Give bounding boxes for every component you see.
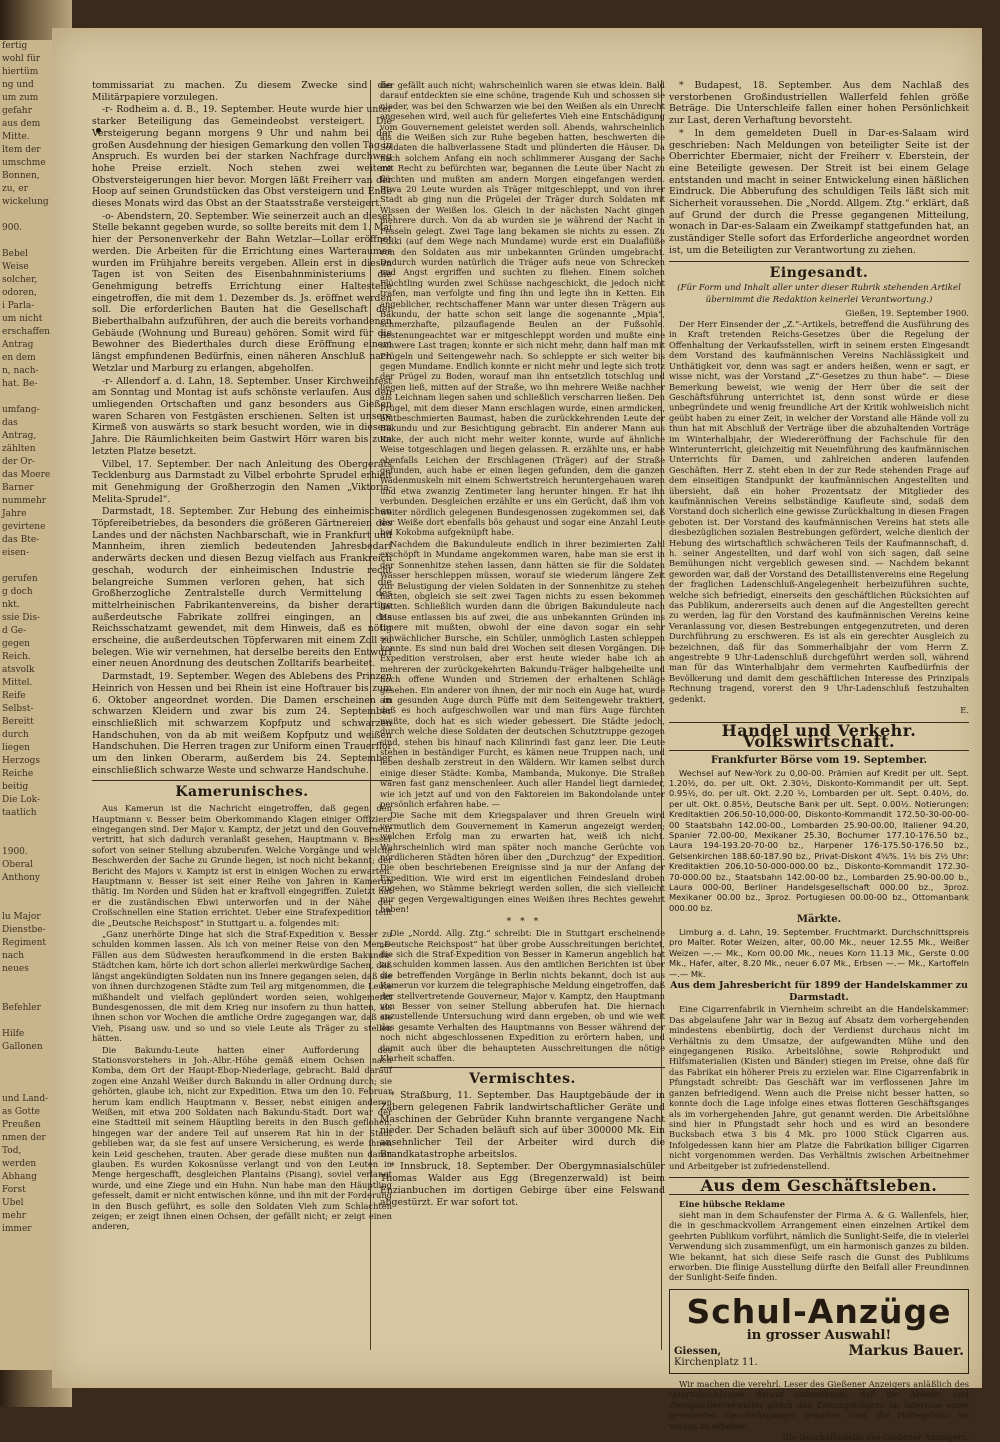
prev-page-fragment: d Ge- bbox=[2, 626, 27, 636]
prev-page-fragment: beitig bbox=[2, 782, 29, 792]
prev-page-fragment: g doch bbox=[2, 587, 33, 597]
editorial-disclaimer: (Für Form und Inhalt aller unter dieser Rubrik stehenden Artikel übernimmt die Redaktion keinerlei Verantwortung.) bbox=[677, 283, 961, 305]
section-heading-vermischtes: Vermischtes. bbox=[469, 1071, 576, 1088]
prev-page-fragment: Reife bbox=[2, 691, 26, 701]
article-text: Die Sache mit dem Kriegspalaver und ihren Greueln wird vermutlich dem Gouvernement in Kamerun angezeigt werden; welchen Erfolg man zu erwarten hat, weiß ich nicht. Wahrscheinlich wird man später noch manche Gerüchte von nördlicheren Städten hören über den „Durchzug“ der Expedition. Die oben beschriebenen Ereignisse sind ja nur der Anfang der Expedition. Wie wird erst im eigentlichen Feindesland droben zugehen, wo Stämme bekriegt werden sollen, die sich vielleicht nur gegen Vergewaltigungen eines Weißen ihres Rechtes gewehrt haben! bbox=[380, 810, 665, 915]
ad-footer bbox=[674, 1342, 964, 1369]
boerse-text: Wechsel auf New-York zu 0,00-00. Prämien auf Kredit per ult. Sept. 1.20½, do. per ult. Okt. 2.30½, Diskonto-Kommandit per ult. Sept. 0.95½, do. per ult. Okt. 2.20 ½, Lombarden per ult. Sept. 0.40½, do. per ult. Okt. 0.85½, Deutsche Bank per ult. Sept. 0.00½. Notierungen: Kreditaktien 206.50-10,000-00, Diskonto-Kommandit 172.50-30-00-00-00 Staatsbahn 142.00-00., Lombarden 25.90-00.00, Italiener 94.20, Spanier 72.00-00, Mexikaner 25.30, Bochumer 177.10-176.50 bz., Laura 194-193.20-70-00 bz., Harpener 176-175.50-176.50 bz., Gelsenkirchen 188.60-187.90 bz., Privat-Diskont 4⅝%. 1½ bis 2½ Uhr: Kreditaktien 206.10-50-000-000.00 bz., Diskonto-Kommandit 172.30-70-000.00 bz., Staatsbahn 142.00-00 bz., Lombarden 25.90-00.00 b., Laura 000-00, Berliner Handelsgesellschaft 000.00 bz., 3proz. Mexikaner 00.00 bz., 3proz. Portugiesen 00.00-00 bz., Ottomanbank 000.00 bz. bbox=[669, 767, 969, 913]
section-rule bbox=[669, 261, 969, 262]
prev-page-fragment: Dienstbe- bbox=[2, 925, 46, 935]
prev-page-fragment bbox=[0, 1067, 54, 1080]
prev-page-fragment bbox=[0, 560, 54, 573]
prev-page-fragment: Die Lok- bbox=[2, 795, 41, 805]
prev-page-fragment: ssie Dis- bbox=[2, 613, 41, 623]
section-heading-handel: Handel und Verkehr. Volkswirtschaft. bbox=[669, 722, 969, 751]
prev-page-fragment: werden bbox=[2, 1159, 37, 1169]
prev-page-fragment bbox=[0, 1080, 54, 1093]
prev-page-fragment: Ubel bbox=[2, 1198, 24, 1208]
notice-signature: Die Geschäftsstelle des Gießener Anzeigers. bbox=[782, 1432, 969, 1442]
column-3 bbox=[669, 80, 969, 1442]
article-text: Darmstadt, 18. September. Zur Hebung des einheimischen Töpfereibetriebes, da besonders die größeren Gärtnereien des Landes und der nächsten Nachbarschaft, wie in Frankfurt und Mannheim, ihren ziemlich bedeutenden Jahresbedarf anderwärts decken und diesen Bezug vielfach aus Frankreich geschah, wodurch der einheimischen Industrie recht belangreiche Summen verloren gehen, hat sich die Großherzogliche Zentralstelle durch Vermittelung des mittelrheinischen Fabrikantenvereins, da bisher derartige außerdeutsche Fabrikate zollfrei eingingen, an das Reichsschatzamt gewendet, mit dem Hinweis, daß es nötig erscheine, die außerdeutschen Töpferwaren mit einem Zoll zu belegen. Wie wir vernehmen, hat derselbe bereits den Entwurf einer neuen Anordnung des deutschen Zolltarifs bearbeitet. bbox=[92, 506, 392, 670]
article-text: Der Herr Einsender der „Z.“-Artikels, betreffend die Ausführung des in Kraft tretenden Reichs-Gesetzes über die Regelung der Offenhaltung der Verkaufsstellen, wirft in seinem ersten Eingesandt dem Vorstand des kaufmännischen Vereins Nachlässigkeit und Unthätigkeit vor, denn was sagt er anders heißen, wenn er sagt, er wisse nicht, was der Vorstand „Z“-Gesetzes zu thun habe“. — Diese Bemerkung beweist, wie wenig der Herr über die seit der Geschäftsführung unterrichtet ist, denn sonst würde er diese unbegründete und wenig freundliche Art der Kritik wohlweislich nicht geübt haben zu einer Zeit, in welcher der Vorstand alle Hände voll zu thun hat mit Abschluß der Verträge über die abzuhaltenden Vorträge im Winterhalbjahr, der Wiedereröffnung der Fachschule für den Winterunterricht, gleichzeitig mit Neueinführung des kaufmännischen Unterrichts für Damen, und zahlreichen anderen laufenden Geschäften. Herr Z. steht eben in der zur Rede stehenden Frage auf dem einseitigen Standpunkt der kaufmännischen Angestellten und übersieht, daß ein hoher Prozentsatz der Mitglieder des kaufmännischen Vereins selbständige Kaufleute sind, sodaß dem Vorstand doch sicherlich eine gewisse Zurückhaltung in diesen Fragen geboten ist. Der Vorstand des kaufmännischen Vereins hat stets alle diesbezüglichen sozialen Bestrebungen gefördert, welche dienlich der Hebung des wirtschaftlich schwächeren Teils der Kaufmannschaft, d. h. seiner Angestellten, und darf wohl von sich sagen, daß seine Bemühungen nicht vergeblich gewesen sind. — Nachdem bekannt geworden war, daß der Vorstand des Detaillistenvereins eine Regelung der fraglichen Ladenschluß-Angelegenheit herbeizuführen suchte, welche sich befriedigt, einerseits den geschäftlichen Rücksichten auf das Publikum, andererseits auch denen auf die Angestellten gerecht zu werden, lag für den Vorstand des kaufmännischen Vereins keine Veranlassung vor, diesen Bestrebungen entgegenzutreten, und deren Durchführung zu erschweren. Es ist als ein gerechter Ausgleich zu bezeichnen, daß für das Sommerhalbjahr der vom Herrn Z. angestrebte 9 Uhr-Ladenschluß durchgeführt werden soll, während man für das Winterhalbjahr dem vermehrten Kaufbedürfnis der Bevölkerung und damit dem geschäftlichen Interesse des Prinzipals Rechnung tragend, vorerst den 9 Uhr-Ladenschluß festzuhalten gedenkt. bbox=[669, 319, 969, 704]
prev-page-fragment: gerufen bbox=[2, 574, 38, 584]
prev-page-fragment: atsvolk bbox=[2, 665, 35, 675]
prev-page-fragment: Jahre bbox=[2, 509, 27, 519]
prev-page-fragment: immer bbox=[2, 1224, 32, 1234]
subscriber-notice: Wir machen die verehrl. Leser des Gießener Anzeigers anläßlich des Quartalsschlusses darauf aufmerksam, daß die Abhole- und Zweigstellenverwalter gleich den Zeitungsträgern im Interesse eines geordneten Geschäftsganges gehalten sind, die Haltegebühr im voraus zu erheben. bbox=[669, 1379, 969, 1431]
section-rule bbox=[92, 780, 392, 781]
prev-page-fragment: Selbst- bbox=[2, 704, 34, 714]
prev-page-fragment: durch bbox=[2, 730, 29, 740]
section-rule bbox=[380, 1067, 665, 1068]
prev-page-fragment: zu, er bbox=[2, 184, 28, 194]
prev-page-fragment: Barner bbox=[2, 483, 34, 493]
prev-page-fragment: Antrag, bbox=[2, 431, 37, 441]
prev-page-fragment: Antrag bbox=[2, 340, 34, 350]
article-text: „Ganz unerhörte Dinge hat sich die Straf-Expedition v. Besser zu schulden kommen lassen. Als ich von meiner Reise von den Meme-Fällen aus dem Südwesten heraufkommend in die ersten Bakundu-Städtchen kam, hörte ich dort schon allerlei merkwürdige Sachen, daß längst angekündigten Soldaten nun ins Innere gegangen seien, daß sie von ihnen durchzogenen Städte zum Teil arg mitgenommen, die Leute mißhandelt und vielfach geplündert worden seien, wohlgemerkt Bundesgenossen, die mit dem Krieg nur insofern zu thun hatten, als ihnen schon vor Wochen die amtliche Ordre zugegangen war, daß sie Vieh, Pisang usw. und so und so viele Leute als Träger zu stellen hätten. bbox=[92, 929, 392, 1044]
prev-page-fragment bbox=[0, 898, 54, 911]
prev-page-fragment: nmen der bbox=[2, 1133, 46, 1143]
prev-page-fragment: Anthony bbox=[2, 873, 41, 883]
prev-page-fragment bbox=[0, 209, 54, 222]
dateline: Gießen, 19. September 1900. bbox=[845, 307, 969, 318]
prev-page-fragment: Forst bbox=[2, 1185, 26, 1195]
prev-page-fragment: das Bte- bbox=[2, 535, 40, 545]
prev-page-fragment: Bebel bbox=[2, 249, 28, 259]
article-text: Die Bakundu-Leute hatten einer Aufforderung des Stationsvorstehers in Joh.-Albr.-Höhe gemäß einem Ochsen nach Komba, dem Ort der Haupt-Ebop-Niederlage, gebracht. Bald darauf zogen eine Anzahl Weißer durch Bakundu in aller Ordnung durch; sie gehörten, glaube ich, nicht zur Expedition. Etwa um den 10. Februar herum kam endlich Hauptmann v. Besser, nebst einigen anderen Weißen, mit etwa 200 Soldaten nach Bakundu-Stadt. Dort war der eine Stadtteil mit seinem Häuptling bereits in den Busch geflohen, hingegen war der andere Teil auf unserem Rat hin in der Stadt geblieben war, da sie fest auf unsere Versicherung, es werde ihnen kein Leid geschehen, trauten. Aber gerade diese mußten nun daran glauben. Es wurden Kokosnüsse verlangt und von den Leuten in Menge hergeschafft, desgleichen Plantains (Pisang), soviel verlangt wurde, und eine Ziege und ein Huhn. Nun habe man den Häuptling gefesselt, damit er nicht entwischen könne, und ihn mit der Forderung in den Busch geführt, es solle den Soldaten Vieh zum Schlachten zeigen; er zeigt ihnen einen Ochsen, der gefällt nicht; er zeigt einen anderen, bbox=[92, 1044, 392, 1232]
article-text: * Budapest, 18. September. Aus dem Nachlaß des verstorbenen Großindustriellen Wallerfeld fehlen größe Beträge. Die Unterschleife fallen einer hohen Persönlichkeit zur Last, deren Verhaftung bevorsteht. bbox=[669, 80, 969, 127]
prev-page-fragment: mehr bbox=[2, 1211, 26, 1221]
advertisement-schul-anzuege bbox=[669, 1289, 969, 1374]
newspaper-page bbox=[52, 28, 982, 1442]
prev-page-fragment: Mittel. bbox=[2, 678, 33, 688]
prev-page-fragment: odoren, bbox=[2, 288, 37, 298]
article-text: Aus Kamerun ist die Nachricht eingetroffen, daß gegen den Hauptmann v. Besser beim Oberkommando Klagen einiger Offiziere eingegangen sind. Der Major v. Kamptz, der jetzt und den Gouverneur vertritt, hat sich dadurch veranlaßt gesehen, Hauptmann v. Besser sofort von seiner Stellung abzuberufen. Welche Vorgänge und welche Beschwerden der Sache zu Grunde liegen, ist noch nicht bekannt; der Bericht des Majors v. Kamptz ist erst in einigen Wochen zu erwarten. Hauptmann v. Besser ist seit einer Reihe von Jahren in Kamerun thätig. Im Norden und Süden hat er kraftvoll eingegriffen. Zuletzt hat er die zuständischen Ebwi unterworfen und in der Nähe der Croßschnellen eine Station errichtet. Ueber eine Strafexpedition teilt die „Deutsche Reichspost“ in Stuttgart u. a. folgendes mit: bbox=[92, 803, 392, 928]
section-heading-geschaeftsleben: Aus dem Geschäftsleben. bbox=[669, 1177, 969, 1195]
prev-page-fragment: gefahr bbox=[2, 106, 32, 116]
ad-address: Kirchenplatz 11. bbox=[674, 1357, 758, 1369]
article-text: -r- Rodheim a. d. B., 19. September. Heute wurde hier unter starker Beteiligung das Gemeindeobst versteigert. Die Versteigerung begann morgens 9 Uhr und nahm bei der großen Ausdehnung der hiesigen Gemarkung den vollen Tag in Anspruch. Es wurden bei der starken Nachfrage durchweg hohe Preise erzielt. Noch stehen zwei weitere Obstversteigerungen hier bevor. Morgen läßt Freiherr van der Hoop auf seinen Grundstücken das Obst versteigern und Ende dieses Monats wird das Obst an der Staatsstraße versteigert. bbox=[92, 104, 392, 210]
article-text: Nachdem die Bakunduleute endlich in ihrer bezimierten Zahl erschöpft in Mundame angekommen waren, habe man sie erst in der Sonnenhitze stehen lassen, dann hätten sie für die Soldaten Wasser herschleppen müssen, worauf sie wiederum längere Zeit zur Belustigung der vielen Soldaten in der Sonnenhitze zu stehen hatten, obgleich sie seit zwei Tagen nichts zu essen bekommen hatten. Schließlich wurden dann die übrigen Bakunduleute nach Hause entlassen bis auf zwei, die aus unbekannten Gründen ins Innere mit mußten, obwohl der eine davon sogar ein sehr schwächlicher Bursche, ein Schüler, unmöglich Lasten schleppen konnte. Es sind nun bald drei Wochen seit diesen Vorgängen. Die Expedition verstrolsen, aber erst heute wieder habe ich an mehreren der zurückgekehrten Bakundu-Träger halbgeheilte und noch offene Wunden und Striemen der erhaltenen Schläge gesehen. Ein anderer von ihnen, der mir noch ein Auge hat, wurde am gesunden Auge durch Püffe mit dem Seitengewehr traktiert, daß es hoch aufgeschwollen war und man fürs Auge fürchten mußte, doch hat es sich wieder gebessert. Die Städte jedoch, durch welche diese Soldaten der deutschen Schutztruppe gezogen sind, stehen bis hinauf nach Kilinrindi fast ganz leer. Die Leute stehen in beständiger Furcht, es kämen neue Truppen nach, und leben deshalb zerstreut in den Wäldern. Wir kamen selbst durch einige dieser Städte: Komba, Mambanda, Mukonye. Die Straßen waren fast ganz menschenleer. Auch aller Handel liegt darnieder, wie ich jetzt auf und von den Faktoreien im Bakondolande unter persönlich erfahren habe. — bbox=[380, 538, 665, 810]
prev-page-fragment: aus dem bbox=[2, 119, 41, 129]
prev-page-fragment bbox=[0, 235, 54, 248]
prev-page-fragment: gevirtene bbox=[2, 522, 46, 532]
ad-location bbox=[674, 1346, 758, 1369]
article-text: * Innsbruck, 18. September. Der Obergymnasialschüler Thomas Walder aus Egg (Bregenzerwald) ist beim Enzianbuchen im dortigen Gebirge über eine Felswand abgestürzt. Er war sofort tot. bbox=[380, 1161, 665, 1208]
prev-page-fragment: Weise bbox=[2, 262, 29, 272]
prev-page-fragment: Befehler bbox=[2, 1003, 41, 1013]
article-text: * In dem gemeldeten Duell in Dar-es-Salaam wird geschrieben: Nach Meldungen von beteiligter Seite ist der Oberrichter Ebermaier, nicht der Freiherr v. Eberstein, der eine Beteiligte gewesen. Der Streit ist bei einem Gelage entstanden und macht in seiner Entwickelung einen häßlichen Eindruck. Die Abberufung des schuldigen Teils läßt sich mit Sicherheit voraussehen. Die „Nordd. Allgem. Ztg.“ erklärt, daß auf Grund der durch die Presse gegangenen Mitteilung, wonach in Dar-es-Salaam ein Zweikampf stattgefunden hat, an zuständiger Stelle sofort das Erforderliche angeordnet worden ist, um die Beteiligten zur Verantwortung zu ziehen. bbox=[669, 127, 969, 256]
prev-page-fragment: gegen bbox=[2, 639, 30, 649]
prev-page-fragment: ltem der bbox=[2, 145, 41, 155]
prev-page-fragment: eisen- bbox=[2, 548, 29, 558]
prev-page-fragment: Bereitt bbox=[2, 717, 34, 727]
jahresbericht-title: Aus dem Jahresbericht für 1899 der Handelskammer zu Darmstadt. bbox=[670, 980, 968, 1003]
prev-page-fragment: Gallonen bbox=[2, 1042, 43, 1052]
prev-page-fragment: um zum bbox=[2, 93, 39, 103]
prev-page-fragment: taatlich bbox=[2, 808, 37, 818]
prev-page-fragment bbox=[0, 976, 54, 989]
reklame-title: Eine hübsche Reklame bbox=[679, 1198, 785, 1209]
article-text: -r- Allendorf a. d. Lahn, 18. September. Unser Kirchweihfest am Sonntag und Montag ist aufs schönste verlaufen. Aus den umliegenden Ortschaften und ganz besonders aus Gießen waren Scharen von Festgästen erschienen. Selten ist unsere Kirmeß von auswärts so stark besucht worden, wie in diesem Jahre. Die Räumlichkeiten beim Gastwirt Hörr waren bis zum letzten Platze besetzt. bbox=[92, 375, 392, 457]
prev-page-fragment: lu Major bbox=[2, 912, 41, 922]
prev-page-fragment bbox=[0, 833, 54, 846]
prev-page-fragment: as Gotte bbox=[2, 1107, 41, 1117]
prev-page-fragment: nummehr bbox=[2, 496, 47, 506]
prev-page-fragment: Preußen bbox=[2, 1120, 41, 1130]
prev-page-fragment: Tod, bbox=[2, 1146, 22, 1156]
column-1 bbox=[92, 80, 392, 1360]
boerse-title: Frankfurter Börse vom 19. September. bbox=[710, 754, 928, 766]
prev-page-fragment: fertig bbox=[2, 41, 28, 51]
prev-page-fragment: um nicht bbox=[2, 314, 43, 324]
prev-page-fragment: das Moere bbox=[2, 470, 51, 480]
prev-page-fragment: Bonnen, bbox=[2, 171, 40, 181]
prev-page-fragment: n, nach- bbox=[2, 366, 39, 376]
article-text: Die „Nordd. Allg. Ztg.“ schreibt: Die in Stuttgart erscheinende „Deutsche Reichspost“ hat über grobe Ausschreitungen berichtet, die sich die Straf-Expedition von Besser in Kamerun angeblich hat zu schulden kommen lassen. Aus den amtlichen Berichten ist über die betreffenden Vorgänge in Berlin nichts bekannt, doch ist aus Kamerun vor kurzem die telegraphische Meldung eingetroffen, daß der stellvertretende Gouverneur, Major v. Kamptz, den Hauptmann von Besser von seiner Stellung abberufen hat. Die hiernach anzustellende Untersuchung wird dann ergeben, ob und wie weit das gesamte Verhalten des Hauptmanns von Besser während der noch nicht abgeschlossenen Expedition zu erörtern haben, und damit auch über die behaupteten Ausschreitungen die nötige Klarheit schaffen. bbox=[380, 928, 665, 1064]
prev-page-fragment: zählten bbox=[2, 444, 36, 454]
prev-page-fragment: nkt. bbox=[2, 600, 20, 610]
section-heading-kamerun: Kamerunisches. bbox=[175, 784, 309, 801]
prev-page-fragment: wohl für bbox=[2, 54, 41, 64]
previous-page-edge bbox=[0, 40, 54, 1370]
prev-page-fragment: hiertüm bbox=[2, 67, 39, 77]
article-text: der gefällt auch nicht; wahrscheinlich waren sie etwas klein. Bald darauf entdeckten sie eine schöne, tragende Kuh und schossen sie nieder, was bei den Schwarzen wie bei den Weißen als ein Unrecht angesehen wird, weil auch für geliefertes Vieh eine Entschädigung vom Gouvernement geleistet werden soll. Abends, wahrscheinlich als die Weißen sich zur Ruhe begeben hatten, beschwerten die Soldaten die halbverlassene Stadt und plünderten die Häuser. Da nach solchem Anfang ein noch schlimmerer Ausgang der Sache mit Recht zu befürchten war, begannen die Leute über Nacht zu flüchten und mußten am andern Morgen eingefangen werden. Etwa 20 Leute wurden als Träger mitgeschleppt, und von ihrer Stadt ab ging nun die Prügelei der Träger durch Soldaten mit Wissen der Weißen los. Gleich in der nächsten Nacht gingen mehrere durch. Von da ab wurden sie je während der Nacht in Fesseln gelegt. Zwei Tage lang bekamen sie nichts zu essen. Zu Ediki (auf dem Wege nach Mundame) wurde erst ein Dualaflüße von den Soldaten aus mir unbekannten Gründen umgebracht. Dadurch wurden natürlich die Träger aufs neue von Schrecken und Angst ergriffen und suchten zu fliehen. Einem solchen Flüchtling wurden zwei Schüsse nachgeschickt, die jedoch nicht trafen, man verfolgte und fing ihn und legte ihn in Ketten. Ein angeblicher, rechtschaffener Mann war unter diesen Trägern aus Bakundu, der hatte schon seit lange die sogenannte „Mpia“, schmerzhafte, pilzauflagende Beulen an der Fußsohle. Bestenungeachtet war er mitgeschleppt worden und mußte eine schwere Last tragen; konnte er sich nicht mehr, dann half man mit Prügeln und Seitengewehr nach. So schleppte er sich weiter bis gegen Mundame. Endlich konnte er nicht mehr und legte sich trotz der Prügel zu Boden, worauf man ihn entsetzlich totschlug und liegen ließ, mitten auf der Straße, wo ihn mehrere Weiße nachher als Leichnam liegen sahen und schließlich verscharren ließen. Den Prügel, mit dem dieser Mann erschlagen wurde, einen armdicken, blutbeschmierten Baumast, haben die zurückkehrenden Leute der Bakundu und zur Besichtigung gebracht. Ein anderer Mann aus Kake, der auch nicht mehr weiter konnte, wurde auf ähnliche Weise totgeschlagen und liegen gelassen. R. erzählte uns, er habe ebenfalls Leichen der Erschlagenen (Träger) auf der Straße gefunden, auch habe er einen liegen gefunden, dem die ganzen Wadenmuskeln mit einem Schwertstreich heruntergehauen waren und etwa zwanzig Zentimeter lang herunter hingen. Er hat ihn verbunden. Desgleichen erzählte er uns ein Gerücht, daß ihm von weiter nördlich gelegenen Bundesgenossen zugekommen sei, daß der Weiße dort ebenfalls bös gehaust und sogar eine Anzahl Leute bei Kokobma aufgeknüpft habe. bbox=[380, 80, 665, 538]
prev-page-fragment: der Or- bbox=[2, 457, 35, 467]
ad-firm: Markus Bauer. bbox=[848, 1342, 964, 1359]
ad-subtitle: in grosser Auswahl! bbox=[746, 1327, 892, 1343]
section-heading-eingesandt: Eingesandt. bbox=[769, 264, 869, 281]
prev-page-fragment: wickelung bbox=[2, 197, 49, 207]
prev-page-fragment: en dem bbox=[2, 353, 36, 363]
prev-page-fragment: liegen bbox=[2, 743, 30, 753]
maerkte-title: Märkte. bbox=[796, 914, 842, 926]
prev-page-fragment: 1900. bbox=[2, 847, 28, 857]
prev-page-fragment: solcher, bbox=[2, 275, 38, 285]
separator-asterisks: * * * bbox=[506, 915, 539, 927]
prev-page-fragment bbox=[0, 1015, 54, 1028]
prev-page-fragment: Reiche bbox=[2, 769, 34, 779]
prev-page-fragment: Abhang bbox=[2, 1172, 37, 1182]
prev-page-fragment bbox=[0, 391, 54, 404]
prev-page-fragment: Reich. bbox=[2, 652, 31, 662]
prev-page-fragment: Regiment bbox=[2, 938, 47, 948]
ad-title: Schul-Anzüge bbox=[686, 1291, 952, 1331]
maerkte-text: Limburg a. d. Lahn, 19. September. Fruchtmarkt. Durchschnittspreis pro Malter. Roter Weizen, alter, 00.00 Mk., neuer 12.55 Mk., Weißer Weizen —.— Mk., Korn 00.00 Mk., neues Korn 11.13 Mk., Gerste 0.00 Mk., Hafer, alter, 8.20 Mk., neuer 6.07 Mk., Erbsen —.— Mk., Kartoffeln —.— Mk. bbox=[669, 927, 969, 979]
article-text: * Straßburg, 11. September. Das Hauptgebäude der in Zabern gelegenen Fabrik landwirtschaftlicher Geräte und Maschinen der Gebrüder Kuhn brannte vergangene Nacht nieder. Der Schaden beläuft sich auf über 300000 Mk. Ein ansehnlicher Teil der Arbeiter wird durch die Brandkatastrophe arbeitslos. bbox=[380, 1090, 665, 1160]
prev-page-fragment: das bbox=[2, 418, 18, 428]
jahresbericht-text: Eine Cigarrenfabrik in Viernheim schreibt an die Handelskammer: Das abgelaufene Jahr war in Bezug auf Absatz dem vorhergehenden mindestens ebenbürtig, doch der Verdienst durchaus nicht im Verhältnis zu dem Umsatze, der aufgewandten Mühe und den eingegangenen Risiko. Arbeitslöhne, sowie Rohprodukt und Hilfsmaterialien (Kisten und Bänder) stiegen im Preise, ohne daß für das Fabrikat ein höherer Preis zu erzielen war. Eine Cigarrenfabrik in Pfungstadt schreibt: Das Geschäft war im verflossenen Jahre im ganzen befriedigend. Wenn auch die Preise nicht besser hatten, so konnte doch die Lage infolge eines etwas flotteren Geschäftsganges als im vorhergehenden Jahre, gut genannt werden. Die Arbeitslöhne sind hier in Pfungstadt sehr hoch und es wird an besondere Bucksbach etwa 3 bis 4 Mk. pro 1000 Stück Cigarren aus. Infolgedessen kann hier am Platze die Fabrikation billiger Cigarren nicht vorgenommen werden. Das Verhältnis zwischen Arbeitnehmer und Arbeitgeber ist zufriedenstellend. bbox=[669, 1004, 969, 1171]
prev-page-fragment bbox=[0, 989, 54, 1002]
prev-page-fragment bbox=[0, 885, 54, 898]
prev-page-fragment: ng und bbox=[2, 80, 34, 90]
article-text: Vilbel, 17. September. Der nach Anleitung des Obergerats Tecklenburg aus Darmstadt zu Vilbel erbohrte Sprudel erhielt mit Genehmigung der Großherzogin den Namen „Viktoria-Melita-Sprudel“. bbox=[92, 458, 392, 505]
prev-page-fragment: 900. bbox=[2, 223, 23, 233]
prev-page-fragment: Mitte. bbox=[2, 132, 30, 142]
prev-page-fragment: Hilfe bbox=[2, 1029, 25, 1039]
prev-page-fragment: und Land- bbox=[2, 1094, 49, 1104]
prev-page-fragment: nach bbox=[2, 951, 24, 961]
article-text: -o- Abendstern, 20. September. Wie seinerzeit auch an dieser Stelle bekannt gegeben wurde, so sollte bereits mit dem 1. Mai hier der Personenverkehr der Bahn Wetzlar—Lollar eröffnet werden. Die Arbeiten für die Errichtung eines Warteraumes wurden im Frühjahre bereits vergeben. Allein erst in diesen Tagen ist von Seiten des Eisenbahnministeriums die Genehmigung betreffs Errichtung einer Haltestelle eingetroffen, die mit dem 1. Dezember ds. Js. eröffnet werden soll. Die erforderlichen Bauten hat die Gesellschaft der Bieberthalbahn aufzuführen, der auch die bereits vorhandenen Gebäude (Wohnung und Bureau) gehören. Somit wird für die Bewohner des Biederthales durch diese Eröffnung einem längst empfundenen Bedürfnis, einen näheren Anschluß nach Wetzlar und Marburg zu erlangen, abgeholfen. bbox=[92, 210, 392, 374]
prev-page-fragment: hat. Be- bbox=[2, 379, 38, 389]
prev-page-fragment: umfang- bbox=[2, 405, 40, 415]
article-text: Darmstadt, 19. September. Wegen des Ablebens des Prinzen Heinrich von Hessen und bei Rhein ist eine Hoftrauer bis zum 6. Oktober angeordnet worden. Die Damen erscheinen in schwarzen Kleidern und zwar bis zum 24. September einschließlich mit schwarzem Kopfputz und schwarzen Handschuhen, von da ab mit weißem Kopfputz und weißen Handschuhen. Die Herren tragen zur Uniform einen Trauerflor um den linken Oberarm, außerdem bis 24. September einschließlich schwarze Weste und schwarze Handschuhe. bbox=[92, 671, 392, 776]
prev-page-fragment: Oberal bbox=[2, 860, 34, 870]
signature: E. bbox=[960, 705, 969, 716]
ad-city: Giessen, bbox=[674, 1345, 722, 1357]
column-2 bbox=[380, 80, 665, 1360]
prev-page-fragment: neues bbox=[2, 964, 29, 974]
article-text: tommissariat zu machen. Zu diesem Zwecke sind die Militärpapiere vorzulegen. bbox=[92, 80, 392, 103]
prev-page-fragment bbox=[0, 820, 54, 833]
prev-page-fragment bbox=[0, 1054, 54, 1067]
prev-page-fragment: Herzogs bbox=[2, 756, 41, 766]
prev-page-fragment: i Parla- bbox=[2, 301, 35, 311]
prev-page-fragment: umschme bbox=[2, 158, 46, 168]
prev-page-fragment: erschaffen bbox=[2, 327, 50, 337]
reklame-text: sieht man in dem Schaufenster der Firma A. & G. Wallenfels, hier, die in geschmackvollem Arrangement einen einzelnen Artikel dem geehrten Publikum vorführt, nämlich die Sunlight-Seife, die in vielerlei Verwendung sich zusammenfügt, um ein harmonisch ganzes zu bilden. Wie bekannt, hat sich diese Seife rasch die Gunst des Publikums erworben. Die flinige Ausstellung dürfte den Beifall aller Freundinnen der Sunlight-Seife finden. bbox=[669, 1210, 969, 1283]
